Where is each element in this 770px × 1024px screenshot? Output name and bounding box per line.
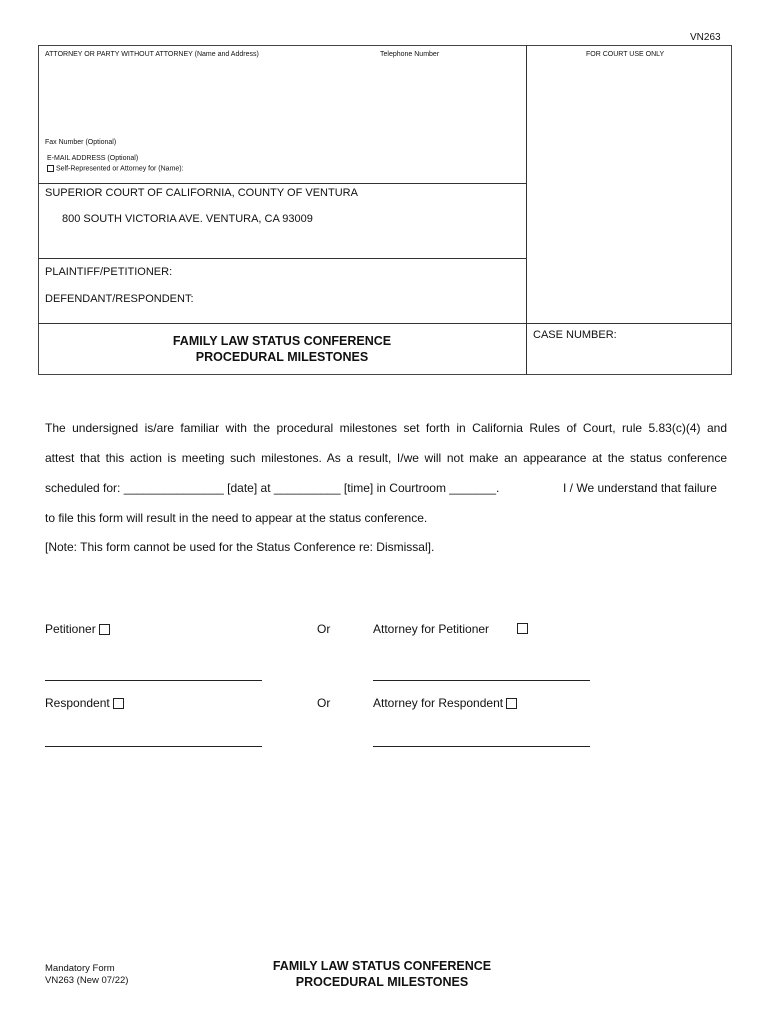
form-title-line1: FAMILY LAW STATUS CONFERENCE	[172, 334, 392, 348]
footer-form-rev: VN263 (New 07/22)	[45, 975, 129, 986]
case-number-field[interactable]	[530, 342, 728, 372]
or-label-2: Or	[317, 696, 331, 710]
respondent-label: Respondent	[45, 696, 110, 710]
fax-label: Fax Number (Optional)	[45, 139, 117, 146]
body-line-4: to file this form will result in the need to appear at the status conference.	[45, 511, 428, 525]
divider-parties	[38, 258, 526, 259]
email-label: E-MAIL ADDRESS (Optional)	[47, 155, 139, 162]
self-represented-label: Self-Represented or Attorney for (Name):	[55, 165, 184, 173]
defendant-label: DEFENDANT/RESPONDENT:	[45, 293, 194, 305]
respondent-row	[45, 696, 124, 710]
petitioner-checkbox[interactable]	[99, 624, 110, 635]
self-represented-checkbox[interactable]	[47, 165, 54, 172]
respondent-signature-line[interactable]	[45, 746, 262, 747]
attorney-petitioner-checkbox[interactable]	[517, 623, 528, 634]
footer-mandatory: Mandatory Form	[45, 963, 115, 974]
divider-title	[38, 323, 732, 324]
court-address: 800 SOUTH VICTORIA AVE. VENTURA, CA 93009	[62, 213, 313, 225]
body-line-1: The undersigned is/are familiar with the procedural milestones set forth in California Rules of Court, rule 5.83(c)(4) and	[45, 421, 727, 435]
court-use-label: FOR COURT USE ONLY	[586, 51, 665, 58]
attorney-respondent-signature-line[interactable]	[373, 746, 590, 747]
court-name: SUPERIOR COURT OF CALIFORNIA, COUNTY OF VENTURA	[45, 187, 358, 199]
attorney-respondent-checkbox[interactable]	[506, 698, 517, 709]
form-title	[38, 333, 526, 365]
body-line-3b: I / We understand that failure	[563, 481, 717, 495]
footer-title-line1: FAMILY LAW STATUS CONFERENCE	[272, 959, 492, 973]
form-title-line2: PROCEDURAL MILESTONES	[195, 350, 369, 364]
or-label-1: Or	[317, 622, 331, 636]
plaintiff-label: PLAINTIFF/PETITIONER:	[45, 266, 173, 278]
telephone-label: Telephone Number	[380, 51, 440, 58]
footer-title-line2: PROCEDURAL MILESTONES	[295, 975, 469, 989]
case-number-label: CASE NUMBER:	[533, 329, 617, 341]
self-represented-row	[47, 165, 184, 172]
form-id: VN263	[690, 32, 721, 43]
attorney-petitioner-signature-line[interactable]	[373, 680, 590, 681]
attorney-label: ATTORNEY OR PARTY WITHOUT ATTORNEY (Name and Address)	[45, 51, 259, 58]
divider-court	[38, 183, 526, 184]
attorney-name-field[interactable]	[44, 62, 520, 134]
header-divider-vertical	[526, 45, 527, 375]
footer-left	[45, 963, 128, 987]
attorney-petitioner-label: Attorney for Petitioner	[373, 622, 490, 636]
body-line-3a: scheduled for: _______________ [date] at __________ [time] in Courtroom _______.	[45, 481, 500, 495]
respondent-checkbox[interactable]	[113, 698, 124, 709]
petitioner-row	[45, 622, 110, 636]
petitioner-signature-line[interactable]	[45, 680, 262, 681]
body-line-2: attest that this action is meeting such milestones. As a result, I/we will not make an appearance at the status conference	[45, 451, 727, 465]
petitioner-label: Petitioner	[45, 622, 96, 636]
attorney-respondent-row	[373, 696, 517, 710]
attorney-respondent-label: Attorney for Respondent	[373, 696, 504, 710]
footer-title	[232, 958, 532, 990]
body-note: [Note: This form cannot be used for the Status Conference re: Dismissal].	[45, 540, 435, 554]
